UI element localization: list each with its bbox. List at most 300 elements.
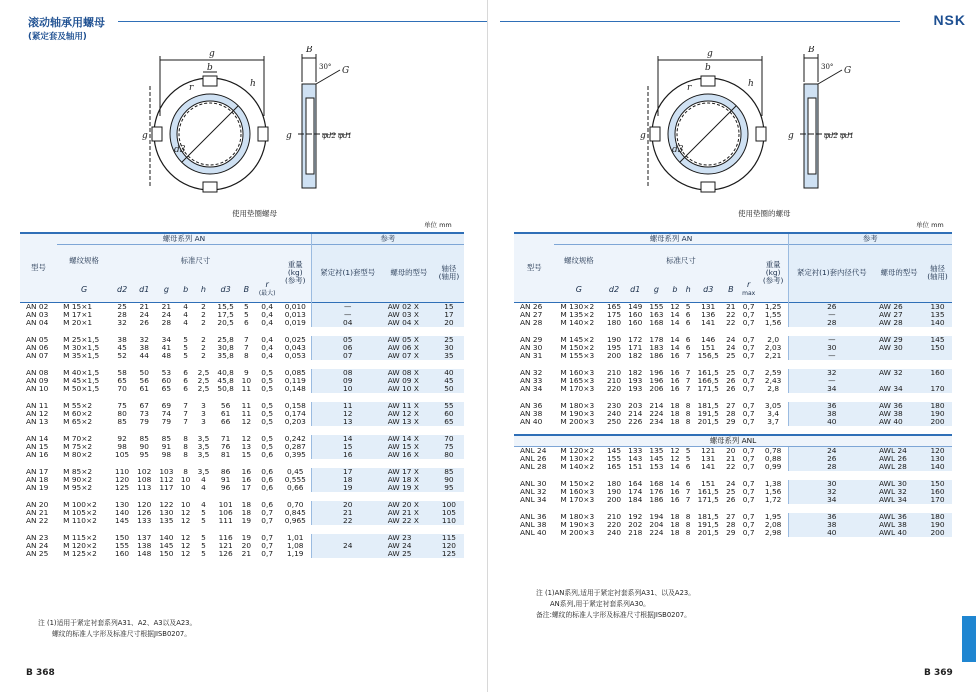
table-cell: 171 [628, 342, 643, 352]
table-cell: 113 [137, 482, 152, 492]
table-cell: M 180×3 [560, 400, 595, 410]
table-cell: 20 [241, 540, 252, 550]
svg-text:g: g [707, 49, 713, 59]
table-cell: 27 [726, 512, 736, 521]
table-cell: 194 [649, 512, 664, 521]
table-cell: 0,4 [261, 309, 274, 319]
table-cell: AW 36 [875, 402, 923, 410]
table-cell: 0,45 [287, 466, 304, 476]
table-cell: M 15×1 [63, 301, 93, 311]
table-cell: 40 [788, 529, 875, 537]
table-cell: 151 [701, 342, 716, 352]
table-cell: M 150×2 [560, 479, 595, 488]
table-cell: 16 [670, 367, 680, 377]
label-r: r [189, 83, 194, 93]
col-shaft-r: 轴径 (轴用) [923, 244, 952, 302]
table-cell: 17 [311, 468, 384, 476]
table-cell: 131 [701, 454, 716, 463]
table-cell: M 150×2 [560, 342, 595, 352]
note-2: 螺纹的标准人字形及标准尺寸根据JISB0207。 [52, 630, 192, 638]
table-cell: AN 30 [520, 342, 543, 352]
table-cell: 66 [220, 416, 231, 426]
table-cell: 6 [685, 317, 691, 327]
table-cell: AW 34 [875, 385, 923, 393]
table-cell: — [788, 377, 875, 385]
series-header: 螺母系列 AN [57, 233, 311, 244]
table-cell: 91 [220, 474, 231, 484]
table-cell: M 25×1,5 [63, 334, 100, 344]
col-r-r: r max [739, 278, 759, 302]
table-cell: ANL 30 [520, 479, 547, 488]
table-cell: 2,21 [764, 350, 782, 360]
col-b-r: b [667, 278, 683, 302]
table-cell: 0,7 [261, 548, 274, 558]
table-cell: AWL 28 [875, 463, 923, 471]
table-cell: 4 [201, 499, 206, 509]
table-cell: — [311, 302, 384, 311]
table-cell: 17 [434, 311, 464, 319]
table-cell: 1,72 [764, 495, 782, 504]
table-cell: M 160×3 [560, 487, 595, 496]
table-cell: 165 [606, 301, 622, 311]
col-shaft: 轴径 (轴用) [434, 244, 464, 302]
table-cell: M 55×2 [63, 400, 93, 410]
table-cell: 140 [923, 463, 952, 471]
note-r-1: 注 (1)AN系列,适用于紧定衬套系列A31、以及A23。 [536, 589, 696, 597]
table-cell: 160 [628, 317, 643, 327]
table-cell: ANL 36 [520, 512, 547, 521]
table-cell: 5 [685, 454, 691, 463]
table-cell: 11 [241, 408, 252, 418]
table-cell: 140 [159, 532, 174, 542]
table-cell: 172 [628, 334, 643, 344]
table-cell: 38 [788, 410, 875, 418]
table-cell: 7 [685, 495, 691, 504]
table-cell: 8 [685, 408, 691, 418]
table-cell: 26 [726, 383, 736, 393]
table-cell: 58 [117, 367, 127, 377]
table-cell: 112 [159, 474, 174, 484]
table-cell: 160 [923, 488, 952, 496]
table-cell: 12 [180, 515, 191, 525]
table-cell: 125 [434, 550, 464, 558]
table-cell: 0,242 [284, 433, 306, 443]
table-cell: 210 [606, 375, 622, 385]
table-cell: 126 [218, 548, 233, 558]
table-cell: 50,8 [217, 383, 234, 393]
table-cell: AN 21 [26, 507, 49, 517]
table-cell: 0,7 [742, 400, 755, 410]
table-cell: 148 [137, 548, 152, 558]
table-cell: 67 [139, 400, 149, 410]
notes-left [38, 618, 196, 640]
col-d3: d3 [213, 278, 238, 302]
table-cell: 3,4 [767, 408, 780, 418]
table-cell: 18 [670, 520, 680, 529]
table-cell: AN 26 [520, 301, 543, 311]
table-cell: 21 [726, 301, 736, 311]
table-cell: M 30×1,5 [63, 342, 100, 352]
svg-text:r: r [687, 83, 692, 93]
table-cell: 5 [685, 446, 691, 455]
table-cell: M 140×2 [560, 317, 595, 327]
label-d2-d1: φd2 φd1 [322, 132, 352, 140]
table-cell: 1,55 [764, 309, 782, 319]
table-cell: AW 15 X [384, 443, 434, 451]
table-cell: 101 [218, 499, 233, 509]
table-cell: 28 [117, 309, 127, 319]
table-cell: AWL 26 [875, 455, 923, 463]
table-cell: 91 [161, 441, 172, 451]
table-cell: 0,203 [284, 416, 306, 426]
table-cell: M 75×2 [63, 441, 93, 451]
table-cell: 56 [220, 400, 231, 410]
label-h: h [250, 79, 256, 89]
nut-drawing [10, 46, 470, 196]
table-cell: 0,5 [261, 400, 274, 410]
table-cell: 145 [923, 336, 952, 344]
table-cell: 2 [201, 309, 206, 319]
table-cell: AW 02 X [384, 302, 434, 311]
table-cell: AW 10 X [384, 385, 434, 393]
table-cell: 161,5 [697, 367, 719, 377]
table-cell: 17 [241, 482, 252, 492]
table-cell: 11 [241, 400, 252, 410]
table-cell: 34 [788, 385, 875, 393]
table-cell: 0,5 [261, 441, 274, 451]
table-cell: 14 [670, 334, 680, 344]
table-cell: 166,5 [697, 375, 719, 385]
table-cell: 2,98 [764, 528, 782, 537]
ref-header: 参考 [311, 233, 464, 244]
table-cell: 7 [243, 342, 249, 352]
table-cell: ANL 32 [520, 487, 547, 496]
table-cell: 141 [701, 462, 716, 471]
table-cell: 11 [241, 383, 252, 393]
table-cell: 145 [606, 446, 622, 455]
table-cell: 25 [117, 301, 127, 311]
table-cell: 160 [115, 548, 130, 558]
table-cell: 10 [180, 482, 191, 492]
table-cell: 7 [685, 367, 691, 377]
table-cell: 6 [183, 375, 188, 385]
table-cell: 0,7 [742, 479, 755, 488]
table-cell: AWL 36 [875, 513, 923, 521]
col-d1-r: d1 [625, 278, 646, 302]
table-cell: 18 [670, 512, 680, 521]
table-cell: 25 [726, 350, 736, 360]
table-cell: 0,4 [261, 334, 274, 344]
table-cell: 2 [201, 301, 206, 311]
table-cell: 22 [726, 317, 736, 327]
table-cell: M 125×2 [63, 548, 97, 558]
table-cell: AN 32 [520, 367, 543, 377]
table-cell: 220 [606, 520, 622, 529]
table-cell: 29 [726, 416, 736, 426]
table-cell: 125 [115, 482, 130, 492]
table-cell: 28 [788, 463, 875, 471]
table-cell: AW 09 X [384, 377, 434, 385]
table-cell: AW 25 [384, 550, 434, 558]
table-cell: 0,287 [284, 441, 306, 451]
table-cell: AN 10 [26, 383, 49, 393]
table-cell: 224 [649, 528, 664, 537]
table-cell: AW 04 X [384, 319, 434, 327]
table-cell: 133 [628, 446, 643, 455]
table-cell: AW 38 [875, 410, 923, 418]
table-cell: ANL 40 [520, 528, 547, 537]
table-cell: 3 [201, 408, 206, 418]
col-d2-r: d2 [603, 278, 624, 302]
table-cell: 26 [726, 375, 736, 385]
table-cell: M 35×1,5 [63, 350, 100, 360]
table-cell: 141 [701, 317, 716, 327]
col-sleeve: 紧定衬(1)套型号 [311, 244, 384, 302]
note-r-3: 备注:螺纹的标准人字形及标准尺寸根据JISB0207。 [536, 611, 691, 619]
table-cell: 0,7 [742, 350, 755, 360]
table-cell: 7 [685, 487, 691, 496]
table-cell: 224 [649, 408, 664, 418]
table-cell: 14 [670, 342, 680, 352]
header-rule-right [500, 21, 900, 22]
table-cell: 30 [788, 344, 875, 352]
table-cell: 75 [117, 400, 127, 410]
table-cell: 202 [628, 520, 643, 529]
table-cell: M 165×3 [560, 375, 595, 385]
table-cell: 180 [606, 317, 622, 327]
table-cell: 22 [726, 309, 736, 319]
page-title: 滚动轴承用螺母 [28, 16, 105, 29]
table-cell [923, 352, 952, 360]
table-cell: 27 [726, 400, 736, 410]
table-cell: 35,8 [217, 350, 234, 360]
table-cell: 1,56 [764, 317, 782, 327]
table-cell [875, 352, 923, 360]
table-cell: 121 [218, 540, 233, 550]
table-cell: 36 [788, 513, 875, 521]
table-cell: 14 [311, 435, 384, 443]
table-cell: — [311, 311, 384, 319]
table-cell: AW 20 X [384, 501, 434, 509]
table-cell: 164 [628, 479, 643, 488]
table-cell: 0,085 [284, 367, 306, 377]
table-cell: AN 17 [26, 466, 49, 476]
table-cell: AN 06 [26, 342, 49, 352]
table-cell: 0,7 [742, 487, 755, 496]
table-cell: 30,8 [217, 342, 234, 352]
table-cell: AN 33 [520, 375, 543, 385]
table-cell: 160 [628, 309, 643, 319]
table-cell: 190 [923, 521, 952, 529]
table-cell: 108 [137, 474, 152, 484]
svg-text:b: b [705, 63, 711, 73]
table-cell: 184 [628, 495, 643, 504]
table-cell: 145 [649, 454, 664, 463]
table-cell: 65 [161, 383, 172, 393]
table-cell: 7 [685, 375, 691, 385]
table-cell: 0,78 [764, 446, 782, 455]
table-cell: 140 [923, 319, 952, 327]
table-cell: 32 [788, 369, 875, 377]
table-cell: 171,5 [697, 383, 719, 393]
table-cell: 98 [117, 441, 127, 451]
table-cell: 17,5 [217, 309, 234, 319]
table-cell: 0,7 [742, 408, 755, 418]
table-cell: M 170×3 [560, 495, 595, 504]
table-cell: 200 [606, 350, 622, 360]
table-cell: 190 [923, 410, 952, 418]
table-cell: 65 [117, 375, 127, 385]
table-cell: 75 [434, 443, 464, 451]
table-cell: 80 [117, 408, 127, 418]
col-thread-sym: G [57, 278, 111, 302]
table-cell: AN 28 [520, 317, 543, 327]
table-cell: 10 [180, 474, 191, 484]
table-cell: ANL 34 [520, 495, 547, 504]
table-row [514, 385, 952, 393]
table-cell: 18 [241, 499, 252, 509]
table-cell: M 90×2 [63, 474, 93, 484]
table-cell: 21 [161, 301, 172, 311]
table-cell: 32 [139, 334, 149, 344]
table-cell: 120 [923, 447, 952, 456]
table-row [514, 529, 952, 537]
table-cell: 2,03 [764, 342, 782, 352]
table-cell: 12 [670, 301, 680, 311]
table-cell: 9 [243, 367, 249, 377]
table-cell: 145 [159, 540, 174, 550]
table-cell: 10 [311, 385, 384, 393]
series-header-r: 螺母系列 AN [554, 233, 788, 244]
table-cell: 5 [201, 540, 206, 550]
col-thread-sym-r: G [554, 278, 603, 302]
table-row [20, 484, 464, 492]
table-cell: M 180×3 [560, 512, 595, 521]
table-cell: 06 [311, 344, 384, 352]
table-cell: 203 [628, 400, 643, 410]
table-cell: 4 [201, 474, 206, 484]
table-cell: 161,5 [697, 487, 719, 496]
table-cell: M 95×2 [63, 482, 93, 492]
table-cell: 8 [183, 433, 188, 443]
table-cell: 153 [649, 462, 664, 471]
table-cell: 12 [670, 454, 680, 463]
table-cell: AN 34 [520, 383, 543, 393]
table-cell: 126 [137, 507, 152, 517]
table-cell: 44 [139, 350, 149, 360]
table-cell: 117 [159, 482, 174, 492]
table-cell: 25 [726, 367, 736, 377]
table-cell: 19 [241, 515, 252, 525]
table-cell: 98 [161, 449, 172, 459]
table-cell: 0,99 [764, 462, 782, 471]
table-cell: 170 [923, 496, 952, 504]
table-cell: M 120×2 [560, 446, 595, 455]
table-cell: 214 [649, 400, 664, 410]
table-cell: 0,7 [742, 309, 755, 319]
table-cell: 4 [201, 482, 206, 492]
table-cell: 7 [183, 416, 188, 426]
col-g-r: g [646, 278, 667, 302]
table-cell: 18 [670, 408, 680, 418]
table-cell: 145 [115, 515, 130, 525]
table-cell: 79 [161, 416, 172, 426]
table-cell: 190 [606, 487, 622, 496]
table-cell: 74 [161, 408, 172, 418]
table-cell: AN 16 [26, 449, 49, 459]
table-cell: 160 [923, 369, 952, 377]
table-cell: M 140×2 [560, 462, 595, 471]
col-B: B [238, 278, 254, 302]
table-cell: 0,5 [261, 367, 274, 377]
table-cell: 5 [201, 548, 206, 558]
table-cell: 175 [606, 309, 622, 319]
table-cell: 201,5 [697, 528, 719, 537]
table-cell: 0,6 [261, 499, 274, 509]
table-cell: 0,7 [742, 495, 755, 504]
table-cell: 0,7 [261, 515, 274, 525]
table-cell: 24 [161, 309, 172, 319]
table-cell: 204 [649, 520, 664, 529]
table-caption-right: 使用垫圈的螺母 [738, 209, 791, 218]
table-cell: 5 [685, 301, 691, 311]
col-model-r: 型号 [514, 233, 554, 302]
table-cell: 24 [726, 342, 736, 352]
nut-drawing-right [488, 46, 948, 196]
table-cell: 181,5 [697, 400, 719, 410]
table-cell: 14 [670, 462, 680, 471]
table-cell: 85 [161, 433, 172, 443]
table-cell: 30 [434, 344, 464, 352]
table-cell: 149 [628, 301, 643, 311]
table-cell: 2,5 [197, 367, 210, 377]
table-cell: M 170×3 [560, 383, 595, 393]
table-cell: 14 [670, 317, 680, 327]
table-cell: 95 [139, 449, 149, 459]
table-cell: 103 [159, 466, 174, 476]
table-cell: 178 [649, 334, 664, 344]
table-cell: 0,7 [742, 416, 755, 426]
table-cell: AWL 30 [875, 480, 923, 488]
page-subtitle: (紧定套及轴用) [28, 32, 87, 42]
series2-title: 螺母系列 ANL [514, 435, 952, 447]
table-cell: 38 [788, 521, 875, 529]
table-cell: 19 [311, 484, 384, 492]
table-cell: 180 [923, 402, 952, 410]
table-cell: AW 21 X [384, 509, 434, 517]
table-cell: 110 [115, 466, 130, 476]
table-cell: AN 07 [26, 350, 49, 360]
section-spacer [514, 426, 952, 435]
table-cell: 90 [434, 476, 464, 484]
table-cell: 120 [137, 499, 152, 509]
table-cell: 196 [649, 375, 664, 385]
table-cell: 140 [115, 507, 130, 517]
table-cell: AW 40 [875, 418, 923, 426]
table-cell: 8 [183, 449, 188, 459]
table-cell: 0,010 [284, 301, 306, 311]
table-cell: 15,5 [217, 301, 234, 311]
table-cell: 226 [628, 416, 643, 426]
table-cell: 45,8 [217, 375, 234, 385]
table-cell: 130 [115, 499, 130, 509]
table-cell: AW 07 X [384, 352, 434, 360]
table-cell: 85 [434, 468, 464, 476]
table-cell: 180 [606, 479, 622, 488]
table-cell: 16 [241, 474, 252, 484]
table-cell: 86 [220, 466, 231, 476]
table-cell: 3,5 [197, 433, 210, 443]
